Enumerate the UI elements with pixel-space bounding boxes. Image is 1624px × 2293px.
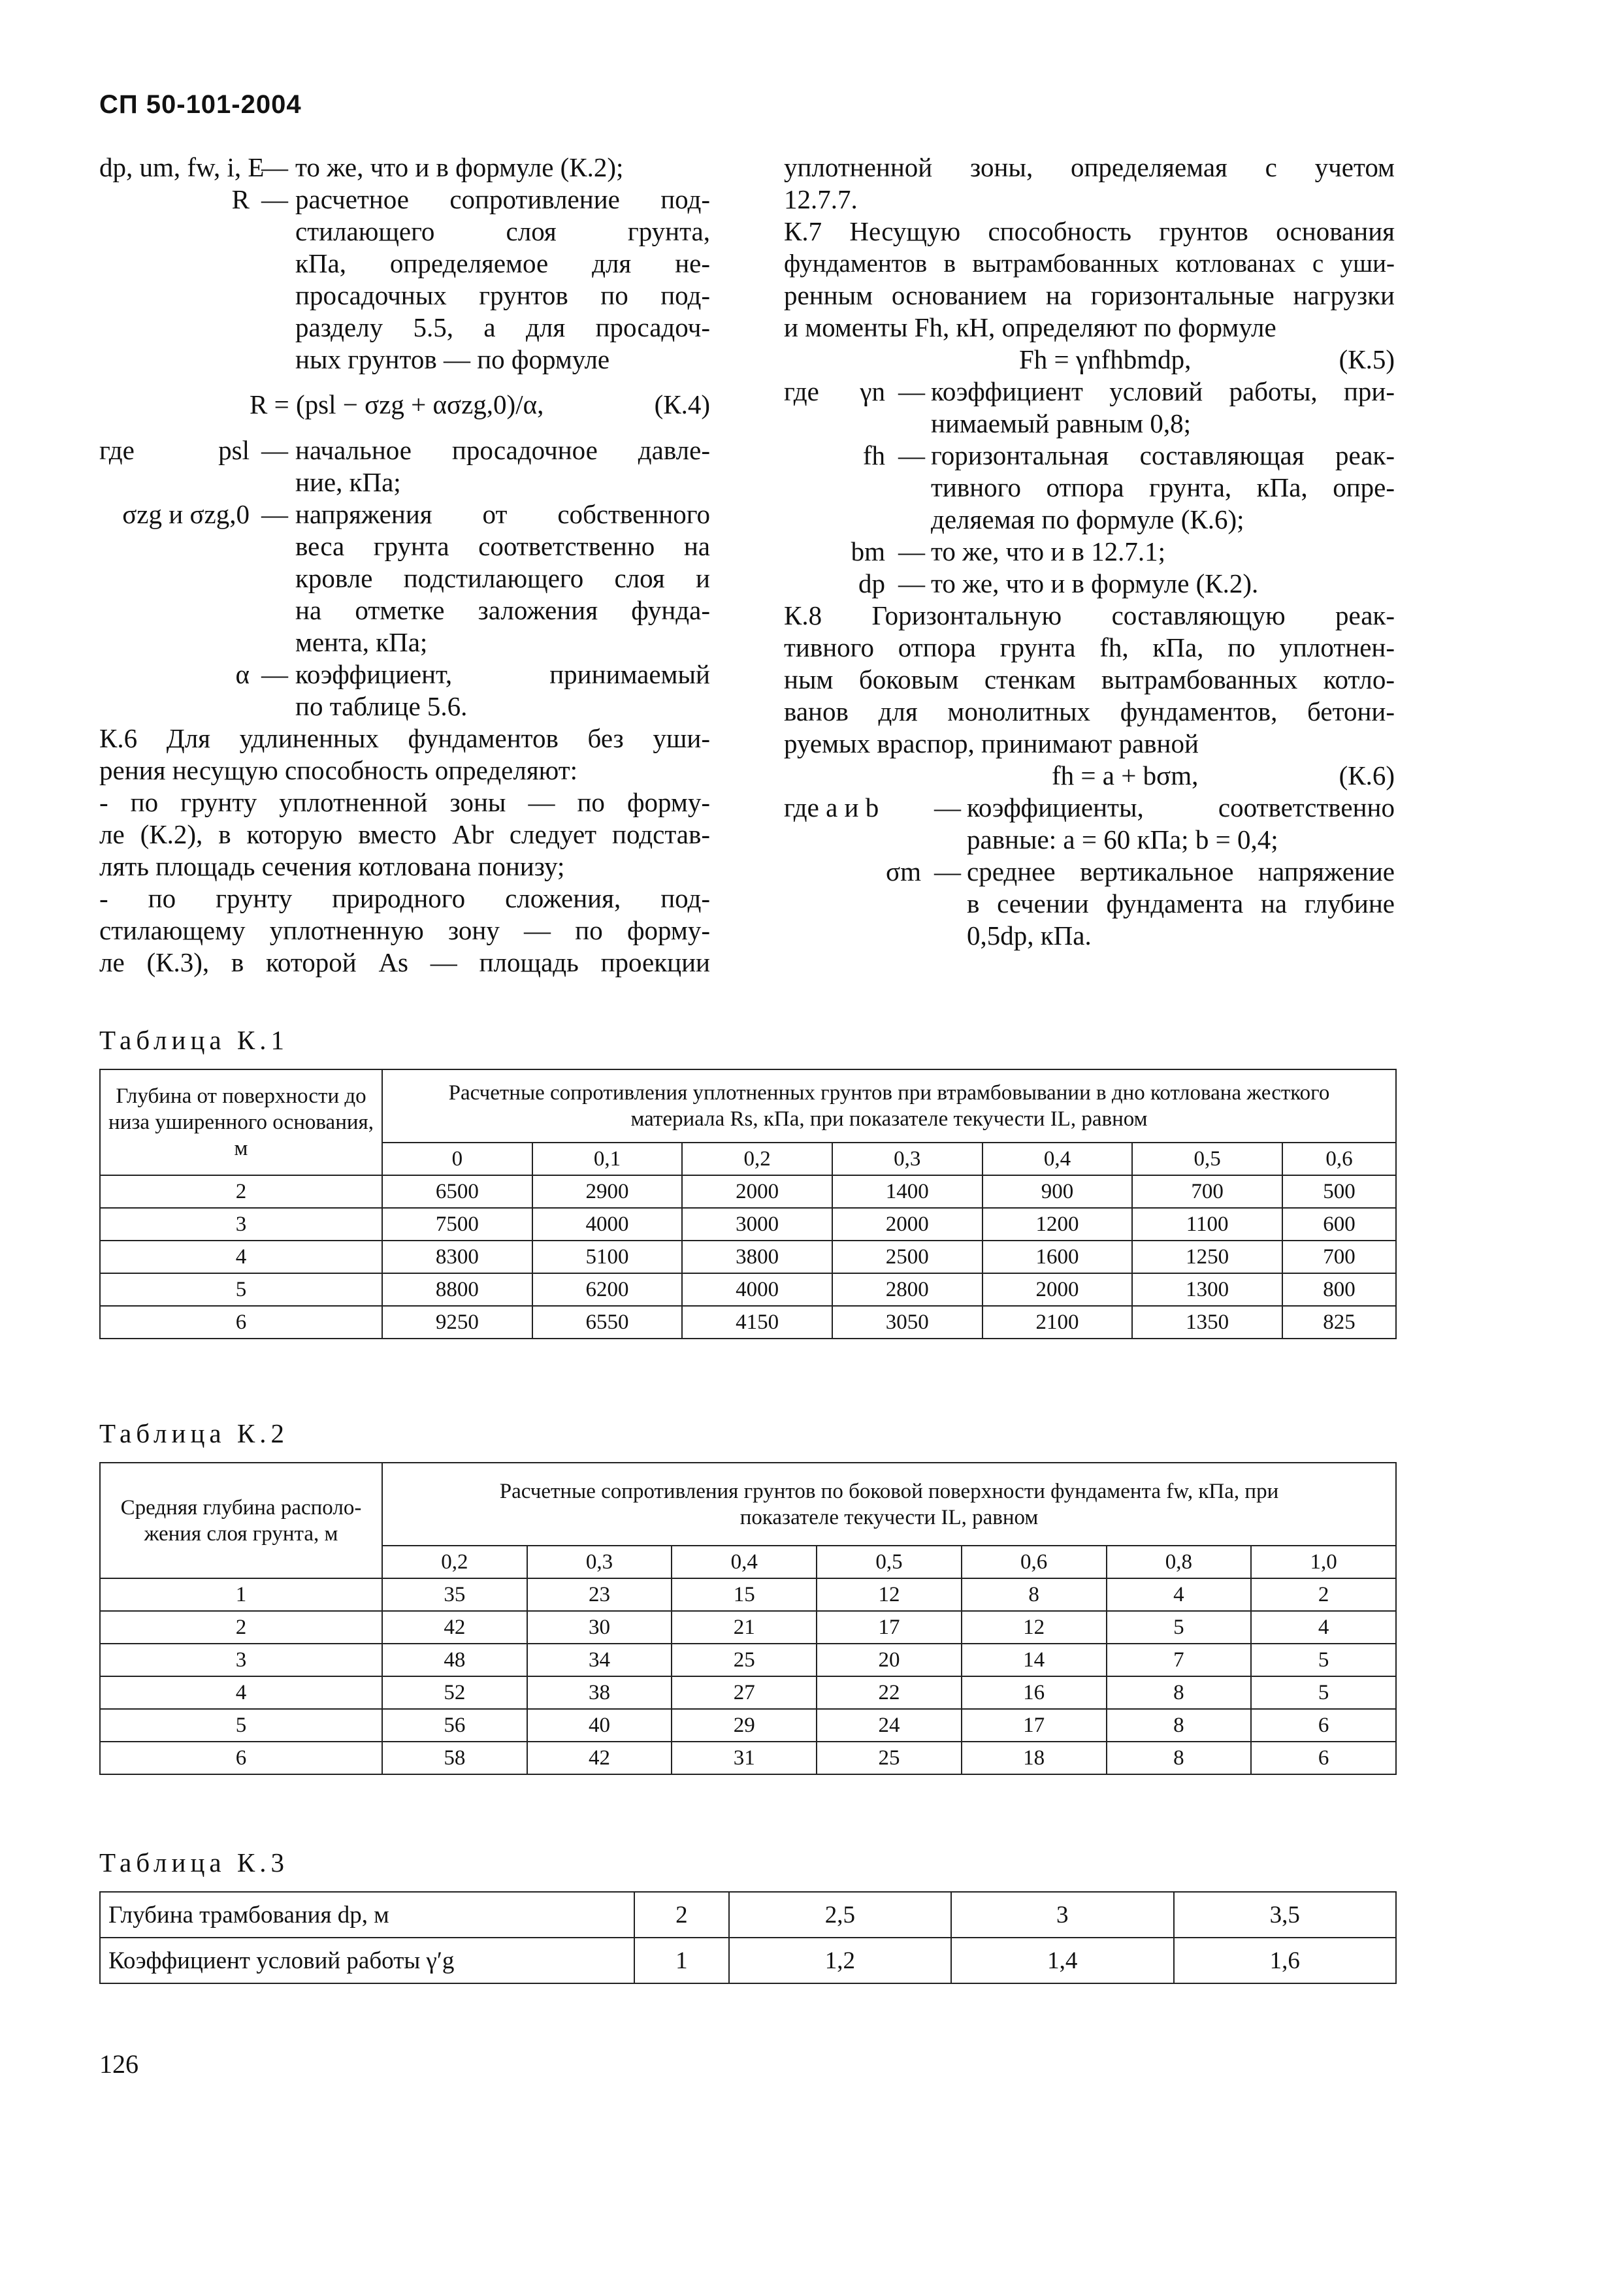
table-caption: Таблица К.3 <box>99 1847 289 1878</box>
paragraph-k8: руемых враспор, принимают равной <box>784 728 1199 758</box>
def-line-alpha: α — коэффициент, принимаемый <box>99 659 710 691</box>
table-cell: 40 <box>527 1709 672 1742</box>
def-text: кровле подстилающего слоя и <box>295 563 710 593</box>
table-cell: 25 <box>817 1742 962 1774</box>
def-line-sigma-m: σm — среднее вертикальное напряжение <box>784 856 1395 888</box>
def-symbol: psl <box>218 435 250 465</box>
where-label: где <box>99 435 135 465</box>
formula-k5 <box>784 344 1395 376</box>
table-cell: 5 <box>1251 1644 1396 1676</box>
table-cell: 38 <box>527 1676 672 1709</box>
table-row <box>100 1208 1396 1241</box>
paragraph-k8: тивного отпора грунта fh, кПа, по уплотнен- <box>784 632 1395 662</box>
table-row <box>100 1578 1396 1611</box>
table-cell: 600 <box>1282 1208 1396 1241</box>
def-symbol: bm <box>851 536 885 566</box>
table-cell: 5 <box>100 1709 382 1742</box>
table-cell: 3000 <box>682 1208 832 1241</box>
table-cell: 700 <box>1282 1241 1396 1273</box>
table-cell: 2800 <box>832 1273 983 1306</box>
table-cell: 6 <box>100 1306 382 1339</box>
table-cell: 3 <box>100 1644 382 1676</box>
table-row <box>100 1611 1396 1644</box>
def-symbol: σzg и σzg,0 <box>122 499 250 529</box>
table-cell: 6200 <box>532 1273 683 1306</box>
table-cell: 16 <box>962 1676 1107 1709</box>
def-text: коэффициент условий работы, при- <box>931 376 1395 406</box>
table-cell: 1200 <box>983 1208 1133 1241</box>
paragraph-k7: и моменты Fh, кН, определяют по формуле <box>784 312 1276 342</box>
table-cell: 8 <box>962 1578 1107 1611</box>
table-cell: Коэффициент условий работы γ′g <box>100 1938 634 1983</box>
formula: R = (psl − σzg + ασzg,0)/α, <box>250 389 544 419</box>
table-cell: 0,2 <box>382 1546 527 1578</box>
table-cell: 2100 <box>983 1306 1133 1339</box>
def-line-dp: dp — то же, что и в формуле (К.2). <box>784 568 1395 600</box>
def-text: кПа, определяемое для не- <box>295 248 710 278</box>
table-cell: 30 <box>527 1611 672 1644</box>
formula-k6 <box>784 760 1395 792</box>
table-cell: 5 <box>100 1273 382 1306</box>
table-cell: 4000 <box>532 1208 683 1241</box>
table-cell: 0,6 <box>1282 1143 1396 1175</box>
table-cell: 12 <box>962 1611 1107 1644</box>
def-text: на отметке заложения фунда- <box>295 595 710 625</box>
right-column <box>784 152 1395 952</box>
table-cell: 6 <box>100 1742 382 1774</box>
paragraph-k8: ным боковым стенкам вытрамбованных котло- <box>784 664 1395 694</box>
def-text: стилающего слоя грунта, <box>295 216 710 246</box>
table-k2 <box>99 1462 1397 1775</box>
table-cell: 0,5 <box>817 1546 962 1578</box>
def-text: расчетное сопротивление под- <box>295 184 710 214</box>
def-text: то же, что и в формуле (К.2); <box>295 152 624 182</box>
table-cell: 8 <box>1107 1742 1252 1774</box>
table-row <box>100 1938 1396 1983</box>
def-text: коэффициент, принимаемый <box>295 659 710 689</box>
table-cell: 3050 <box>832 1306 983 1339</box>
formula-number: (К.5) <box>1339 344 1395 374</box>
def-symbol: где a и b <box>784 792 879 822</box>
def-text: начальное просадочное давле- <box>295 435 710 465</box>
table-cell: 3,5 <box>1174 1892 1396 1938</box>
table-cell: 6 <box>1251 1709 1396 1742</box>
table-row <box>100 1892 1396 1938</box>
table-cell: 6 <box>1251 1742 1396 1774</box>
table-cell: 1,2 <box>729 1938 951 1983</box>
table-cell: 17 <box>817 1611 962 1644</box>
table-cell: 0,3 <box>832 1143 983 1175</box>
table-cell: 4 <box>100 1241 382 1273</box>
def-line-gamma: где γn — коэффициент условий работы, при- <box>784 376 1395 406</box>
table-cell: 2 <box>634 1892 729 1938</box>
table-cell: 1,0 <box>1251 1546 1396 1578</box>
table-cell: 5 <box>1107 1611 1252 1644</box>
paragraph-k6: ле (К.3), в которой As — площадь проекции <box>99 947 710 977</box>
table-cell: 2 <box>1251 1578 1396 1611</box>
table-cell: 1,6 <box>1174 1938 1396 1983</box>
def-symbol: fh <box>862 440 885 470</box>
paragraph-k6: - по грунту природного сложения, под- <box>99 883 710 913</box>
table-cell: 25 <box>672 1644 817 1676</box>
paragraph-k6: - по грунту уплотненной зоны — по форму- <box>99 787 710 817</box>
def-text: 0,5dp, кПа. <box>967 920 1092 951</box>
table-cell: 42 <box>527 1742 672 1774</box>
paragraph-k8: К.8 Горизонтальную составляющую реак- <box>784 600 1395 630</box>
table-k1 <box>99 1069 1397 1339</box>
def-line-sigma: σzg и σzg,0 — напряжения от собственного <box>99 498 710 530</box>
table-cell: 12 <box>817 1578 962 1611</box>
def-text: коэффициенты, соответственно <box>967 792 1395 822</box>
def-text: тивного отпора грунта, кПа, опре- <box>931 472 1395 502</box>
table-cell: 1 <box>100 1578 382 1611</box>
formula: Fh = γnfhbmdp, <box>1019 344 1192 374</box>
table-cell: 0,5 <box>1132 1143 1282 1175</box>
table-cell: 15 <box>672 1578 817 1611</box>
table-cell: 31 <box>672 1742 817 1774</box>
table-cell: 0,1 <box>532 1143 683 1175</box>
table-row <box>100 1676 1396 1709</box>
table-cell: 0,4 <box>983 1143 1133 1175</box>
paragraph-k7: К.7 Несущую способность грунтов основания <box>784 216 1395 246</box>
table-cell: 3 <box>951 1892 1173 1938</box>
page-number: 126 <box>99 2049 138 2079</box>
table-cell: 4 <box>1251 1611 1396 1644</box>
table-cell: 6500 <box>382 1175 532 1208</box>
table-cell: 1250 <box>1132 1241 1282 1273</box>
def-symbol: α <box>235 659 250 689</box>
table-k3 <box>99 1891 1397 1984</box>
table-cell: 42 <box>382 1611 527 1644</box>
table-cell: 1,4 <box>951 1938 1173 1983</box>
table-cell: 2,5 <box>729 1892 951 1938</box>
formula-number: (К.6) <box>1339 760 1395 790</box>
def-text: то же, что и в 12.7.1; <box>931 536 1166 566</box>
table-cell: 17 <box>962 1709 1107 1742</box>
table-cell: 2000 <box>682 1175 832 1208</box>
table-caption: Таблица К.1 <box>99 1025 289 1055</box>
table-cell: 4 <box>1107 1578 1252 1611</box>
where-label: где <box>784 376 819 406</box>
table-cell: 4 <box>100 1676 382 1709</box>
def-text: в сечении фундамента на глубине <box>967 888 1395 919</box>
table-cell: 0,8 <box>1107 1546 1252 1578</box>
table-cell: 56 <box>382 1709 527 1742</box>
def-text: среднее вертикальное напряжение <box>967 856 1395 886</box>
def-text: мента, кПа; <box>295 627 428 657</box>
table-cell: 4150 <box>682 1306 832 1339</box>
table-cell: 500 <box>1282 1175 1396 1208</box>
table-row <box>100 1709 1396 1742</box>
table-cell: 1400 <box>832 1175 983 1208</box>
def-line-dp: dp, um, fw, i, E — то же, что и в формуле (К.2); <box>99 152 624 182</box>
table-cell: 27 <box>672 1676 817 1709</box>
table-cell: 9250 <box>382 1306 532 1339</box>
table-cell: 48 <box>382 1644 527 1676</box>
table-cell: 1 <box>634 1938 729 1983</box>
table-cell: 20 <box>817 1644 962 1676</box>
table-cell: 8800 <box>382 1273 532 1306</box>
table-cell: 1350 <box>1132 1306 1282 1339</box>
table-row-header: Глубина от поверхности до низа уширенного основания, м <box>100 1069 382 1175</box>
left-column <box>99 152 710 979</box>
table-cell: 1100 <box>1132 1208 1282 1241</box>
def-text: по таблице 5.6. <box>295 691 468 721</box>
def-line-psl: где psl — начальное просадочное давле- <box>99 435 710 465</box>
def-text: разделу 5.5, а для просадоч- <box>295 312 710 342</box>
def-symbol: dp, um, fw, i, E <box>99 152 265 182</box>
def-line-r: R — расчетное сопротивление под- <box>99 184 710 216</box>
table-cell: 14 <box>962 1644 1107 1676</box>
table-cell: 21 <box>672 1611 817 1644</box>
table-cell: 0,2 <box>682 1143 832 1175</box>
table-cell: 3800 <box>682 1241 832 1273</box>
def-text: деляемая по формуле (К.6); <box>931 504 1244 534</box>
table-cell: 0,3 <box>527 1546 672 1578</box>
table-cell: 52 <box>382 1676 527 1709</box>
formula: fh = a + bσm, <box>1052 760 1199 790</box>
table-cell: 18 <box>962 1742 1107 1774</box>
document-code: СП 50-101-2004 <box>99 90 302 119</box>
table-row <box>100 1175 1396 1208</box>
def-symbol: R <box>231 184 250 214</box>
paragraph-k6: стилающему уплотненную зону — по форму- <box>99 915 710 945</box>
table-cell: 8 <box>1107 1709 1252 1742</box>
def-text: веса грунта соответственно на <box>295 531 710 561</box>
paragraph-k6: К.6 Для удлиненных фундаментов без уши- <box>99 723 710 753</box>
paragraph-continuation: уплотненной зоны, определяемая с учетом <box>784 152 1395 182</box>
def-text: ние, кПа; <box>295 467 401 497</box>
table-cell: Глубина трамбования dp, м <box>100 1892 634 1938</box>
paragraph-k7: ренным основанием на горизонтальные нагрузки <box>784 280 1395 310</box>
table-cell: 5100 <box>532 1241 683 1273</box>
paragraph-k6: лять площадь сечения котлована понизу; <box>99 851 565 881</box>
table-cell: 7 <box>1107 1644 1252 1676</box>
table-cell: 700 <box>1132 1175 1282 1208</box>
table-row <box>100 1273 1396 1306</box>
def-text: просадочных грунтов по под- <box>295 280 710 310</box>
table-row <box>100 1241 1396 1273</box>
table-cell: 4000 <box>682 1273 832 1306</box>
def-line-fh: fh — горизонтальная составляющая реак- <box>784 440 1395 472</box>
table-cell: 0,6 <box>962 1546 1107 1578</box>
table-cell: 6550 <box>532 1306 683 1339</box>
table-row <box>100 1306 1396 1339</box>
table-cell: 1300 <box>1132 1273 1282 1306</box>
formula-number: (К.4) <box>654 389 710 419</box>
paragraph-k8: ванов для монолитных фундаментов, бетони- <box>784 696 1395 726</box>
table-cell: 2900 <box>532 1175 683 1208</box>
table-row <box>100 1742 1396 1774</box>
table-row <box>100 1644 1396 1676</box>
table-cell: 2 <box>100 1175 382 1208</box>
paragraph-continuation: 12.7.7. <box>784 184 858 214</box>
table-cell: 0 <box>382 1143 532 1175</box>
def-symbol: γn <box>860 376 885 406</box>
def-text: нимаемый равным 0,8; <box>931 408 1192 438</box>
table-cell: 900 <box>983 1175 1133 1208</box>
table-cell: 8 <box>1107 1676 1252 1709</box>
table-cell: 1600 <box>983 1241 1133 1273</box>
table-cell: 7500 <box>382 1208 532 1241</box>
def-text: горизонтальная составляющая реак- <box>931 440 1395 470</box>
table-cell: 2 <box>100 1611 382 1644</box>
table-caption: Таблица К.2 <box>99 1418 289 1448</box>
table-cell: 58 <box>382 1742 527 1774</box>
table-cell: 8300 <box>382 1241 532 1273</box>
table-cell: 24 <box>817 1709 962 1742</box>
def-symbol: dp <box>858 568 885 598</box>
table-cell: 23 <box>527 1578 672 1611</box>
def-symbol: σm <box>886 856 921 886</box>
def-line-ab: где a и b — коэффициенты, соответственно <box>784 792 1395 822</box>
paragraph-k6: рения несущую способность определяют: <box>99 755 578 785</box>
def-line-bm: bm — то же, что и в 12.7.1; <box>784 536 1395 568</box>
table-cell: 22 <box>817 1676 962 1709</box>
paragraph-k6: ле (К.2), в которую вместо Abr следует подстав- <box>99 819 710 849</box>
table-row-header: Средняя глубина располо-жения слоя грунта, м <box>100 1463 382 1578</box>
table-cell: 34 <box>527 1644 672 1676</box>
table-cell: 825 <box>1282 1306 1396 1339</box>
table-cell: 0,4 <box>672 1546 817 1578</box>
def-text: то же, что и в формуле (К.2). <box>931 568 1259 598</box>
table-column-header: Расчетные сопротивления уплотненных грунтов при втрамбовывании в дно котлована жесткого материала Rs, кПа, при показателе текучести IL, равном <box>382 1069 1396 1143</box>
table-cell: 29 <box>672 1709 817 1742</box>
table-cell: 2000 <box>983 1273 1133 1306</box>
table-cell: 800 <box>1282 1273 1396 1306</box>
table-cell: 5 <box>1251 1676 1396 1709</box>
table-column-header: Расчетные сопротивления грунтов по боковой поверхности фундамента fw, кПа, при показателе текучести IL, равном <box>382 1463 1396 1546</box>
def-text: равные: a = 60 кПа; b = 0,4; <box>967 824 1278 854</box>
table-cell: 35 <box>382 1578 527 1611</box>
def-text: напряжения от собственного <box>295 499 710 529</box>
table-cell: 2500 <box>832 1241 983 1273</box>
def-text: ных грунтов — по формуле <box>295 344 610 374</box>
table-cell: 2000 <box>832 1208 983 1241</box>
paragraph-k7: фундаментов в вытрамбованных котлованах с уши- <box>784 250 1395 278</box>
table-cell: 3 <box>100 1208 382 1241</box>
